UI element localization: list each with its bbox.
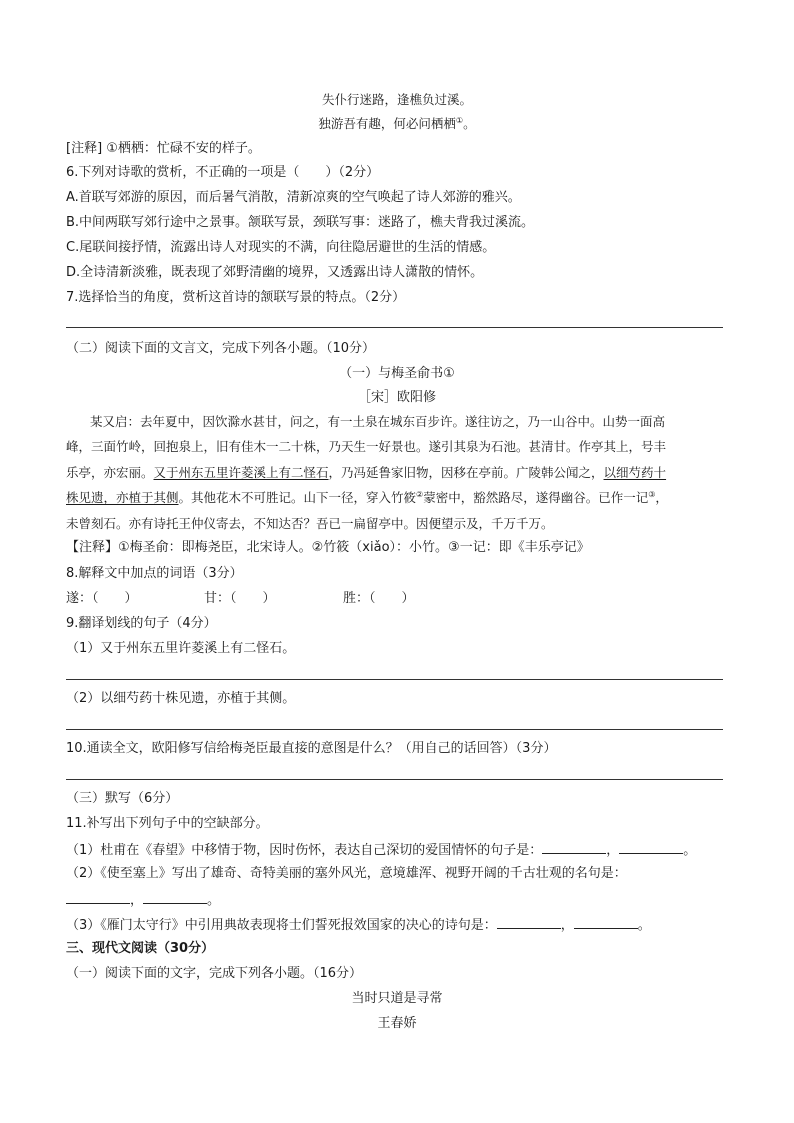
- passage-line-1: 某又启：去年夏中，因饮滁水甚甘，问之，有一土泉在城东百步许。遂往访之，乃一山谷中。山势一面高: [90, 414, 666, 429]
- poem-note: [注释] ①栖栖：忙碌不安的样子。: [66, 141, 261, 156]
- fill-blank[interactable]: [497, 916, 561, 929]
- underlined-sentence-2-start: 以细芍药十: [603, 465, 667, 480]
- q11-item-2: （2）《使至塞上》写出了雄奇、奇特美丽的塞外风光，意境雄浑、视野开阔的千古壮观的名句是：: [66, 866, 627, 881]
- passage-line-2: 峰，三面竹岭，回抱泉上，旧有佳木一二十株，乃天生一好景也。遂引其泉为石池。甚清甘。作亭其上，号丰: [66, 439, 667, 454]
- fill-blank[interactable]: [143, 891, 207, 904]
- question-9: 9.翻译划线的句子（4分）: [66, 616, 217, 631]
- article-author: 王春娇: [377, 1016, 417, 1031]
- period: 。: [207, 893, 221, 908]
- fill-blank[interactable]: [542, 841, 606, 854]
- poem-line-2-text: 独游吾有趣，何必问栖栖: [318, 116, 456, 131]
- passage-line-5: 未曾刻石。亦有诗托王仲仪寄去，不知达否？吾已一扁留亭中。因便望示及，千万千万。: [66, 516, 554, 531]
- q9-item-1: （1）又于州东五里许菱溪上有二怪石。: [66, 641, 296, 656]
- fill-blank[interactable]: [66, 891, 130, 904]
- fill-blank[interactable]: [619, 841, 683, 854]
- q11-1-text: （1）杜甫在《春望》中移情于物，因时伤怀，表达自己深切的爱国情怀的句子是：: [66, 843, 543, 858]
- passage-title: （一）与梅圣俞书①: [339, 366, 455, 381]
- answer-line: [66, 779, 723, 780]
- q6-option-c: C.尾联间接抒情，流露出诗人对现实的不满，向往隐居避世的生活的情感。: [66, 240, 496, 255]
- comma: ，: [606, 843, 620, 858]
- question-7: 7.选择恰当的角度，赏析这首诗的颔联写景的特点。（2分）: [66, 290, 406, 305]
- poem-line-2-end: 。: [463, 116, 476, 131]
- q6-option-b: B.中间两联写郊行途中之景事。颔联写景，颈联写事：迷路了，樵夫背我过溪流。: [66, 215, 535, 230]
- q11-item-3: [66, 916, 651, 934]
- q11-item-1: [66, 841, 696, 859]
- q6-option-a: A.首联写郊游的原因，而后暑气消散，清新凉爽的空气唤起了诗人郊游的雅兴。: [66, 190, 521, 205]
- question-6: 6.下列对诗歌的赏析，不正确的一项是（ ）（2分）: [66, 165, 380, 180]
- section-2-heading: （二）阅读下面的文言文，完成下列各小题。（10分）: [66, 341, 376, 356]
- poem-line-1: 失仆行迷路，逢樵负过溪。: [321, 92, 472, 107]
- footnote-mark: ②: [416, 489, 424, 499]
- answer-line: [66, 679, 723, 680]
- footnote-mark: ①: [455, 115, 464, 125]
- q9-item-2: （2）以细芍药十株见遗，亦植于其侧。: [66, 691, 296, 706]
- q8-item-sheng: 胜：（ ）: [343, 591, 415, 606]
- passage-line-4: [66, 490, 668, 506]
- q11-3-text: （3）《雁门太守行》中引用典故表现将士们誓死报效国家的决心的诗句是：: [66, 918, 497, 933]
- part-3-subheading: （一）阅读下面的文字，完成下列各小题。（16分）: [66, 966, 363, 981]
- q11-item-2-blanks: [66, 891, 220, 909]
- poem-line-2: [0, 116, 794, 132]
- article-title: 当时只道是寻常: [351, 991, 443, 1006]
- passage-author: ［宋］欧阳修: [357, 390, 436, 405]
- comma: ，: [560, 918, 574, 933]
- passage-line-3: [66, 465, 666, 481]
- section-3-heading: （三）默写（6分）: [66, 791, 179, 806]
- passage-text: ，: [655, 490, 668, 505]
- passage-text: 。其他花木不可胜记。山下一径，穿入竹筱: [178, 490, 417, 505]
- question-8: 8.解释文中加点的词语（3分）: [66, 566, 243, 581]
- underlined-sentence-1: 又于州东五里许菱溪上有二怪石: [153, 465, 329, 480]
- comma: ，: [130, 893, 144, 908]
- q8-item-gan: 甘：（ ）: [204, 591, 276, 606]
- passage-text: ，乃冯延鲁家旧物，因移在亭前。广陵韩公闻之，: [328, 465, 604, 480]
- passage-text: 蒙密中，豁然路尽，遂得幽谷。已作一记: [423, 490, 649, 505]
- q6-option-d: D.全诗清新淡雅，既表现了郊野清幽的境界，又透露出诗人潇散的情怀。: [66, 265, 484, 280]
- footnote-mark: ③: [648, 489, 656, 499]
- question-11: 11.补写出下列句子中的空缺部分。: [66, 816, 269, 831]
- answer-line: [66, 327, 723, 328]
- fill-blank[interactable]: [574, 916, 638, 929]
- question-10: 10.通读全文，欧阳修写信给梅尧臣最直接的意图是什么？（用自己的话回答）（3分）: [66, 741, 557, 756]
- period: 。: [683, 843, 697, 858]
- q8-item-sui: 遂：（ ）: [66, 591, 138, 606]
- period: 。: [637, 918, 651, 933]
- part-3-heading: 三、现代文阅读（30分）: [66, 941, 215, 956]
- passage-note: 【注释】①梅圣俞：即梅尧臣，北宋诗人。②竹筱（xiǎo）：小竹。③一记：即《丰乐亭记》: [66, 540, 590, 555]
- answer-line: [66, 729, 723, 730]
- passage-text: 乐亭，亦宏丽。: [66, 465, 154, 480]
- underlined-sentence-2-end: 株见遗，亦植于其侧: [66, 490, 179, 505]
